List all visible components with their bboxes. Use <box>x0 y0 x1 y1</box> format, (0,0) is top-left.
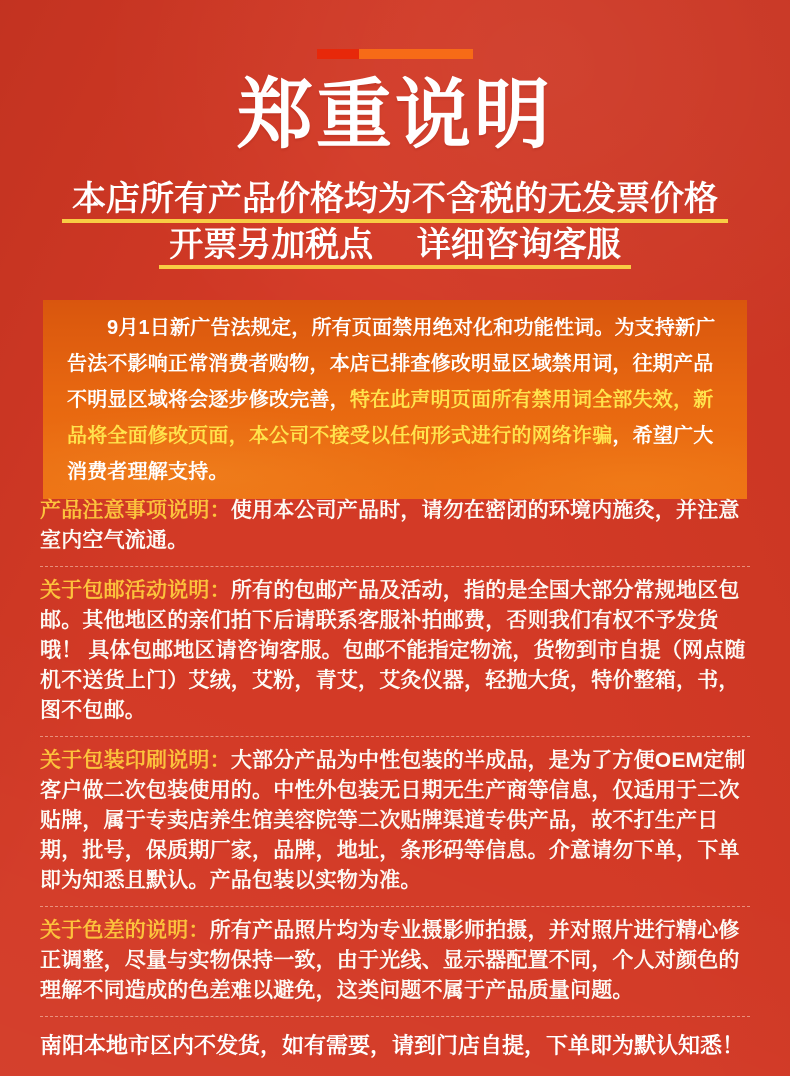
accent-bar-left-segment <box>317 49 359 59</box>
section-label: 关于色差的说明： <box>40 919 210 942</box>
headline-line-2: 开票另加税点 详细咨询客服 <box>159 227 630 269</box>
accent-bar-right-segment <box>359 49 473 59</box>
section-text: 大部分产品为中性包装的半成品，是为了方便OEM定制客户做二次包装使用的。中性外包装无日期无生产商等信息，仅适用于二次贴牌，属于专卖店养生馆美容院等二次贴牌渠道专供产品，故不打生产日期，批号，保质期厂家，品牌，地址，条形码等信息。介意请勿下单，下单即为知悉且默认。产品包装以实物为准。 <box>40 749 746 892</box>
section-text: 使用本公司产品时，请勿在密闭的环境内施灸，并注意室内空气流通。 <box>40 499 740 552</box>
section-label: 产品注意事项说明： <box>40 499 231 522</box>
dashed-divider <box>40 1016 750 1017</box>
explanation-sections <box>40 496 750 1062</box>
dashed-divider <box>40 906 750 907</box>
headline-line-1: 本店所有产品价格均为不含税的无发票价格 <box>62 181 728 223</box>
local-pickup-note: 南阳本地市区内不发货，如有需要，请到门店自提，下单即为默认知悉！ <box>40 1033 745 1058</box>
section-color-difference <box>40 916 750 1006</box>
dashed-divider <box>40 736 750 737</box>
page-title: 郑重说明 <box>237 73 553 158</box>
section-text: 所有产品照片均为专业摄影师拍摄，并对照片进行精心修正调整，尽量与实物保持一致，由于光线、显示器配置不同，个人对颜色的理解不同造成的色差难以避免，这类问题不属于产品质量问题。 <box>40 919 740 1002</box>
price-headline <box>0 181 790 269</box>
advertising-law-notice-box <box>43 300 747 499</box>
top-accent-bar <box>317 49 473 59</box>
section-product-precautions <box>40 496 750 556</box>
dashed-divider <box>40 566 750 567</box>
section-packaging-printing <box>40 746 750 896</box>
section-free-shipping <box>40 576 750 726</box>
section-label: 关于包装印刷说明： <box>40 749 231 772</box>
section-text: 所有的包邮产品及活动，指的是全国大部分常规地区包邮。其他地区的亲们拍下后请联系客服补拍邮费，否则我们有权不予发货哦！ 具体包邮地区请咨询客服。包邮不能指定物流，货物到市自提（网点随机不送货上门）艾绒，艾粉，青艾，艾灸仪器，轻抛大货，特价整箱，书，图不包邮。 <box>40 579 746 722</box>
advertising-law-notice-text: 9月1日新广告法规定，所有页面禁用绝对化和功能性词。为支持新广告法不影响正常消费者购物，本店已排查修改明显区域禁用词，往期产品不明显区域将会逐步修改完善，特在此声明页面所有禁用词全部失效，新品将全面修改页面，本公司不接受以任何形式进行的网络诈骗，希望广大消费者理解支持。 <box>67 317 716 483</box>
section-label: 关于包邮活动说明： <box>40 579 231 602</box>
